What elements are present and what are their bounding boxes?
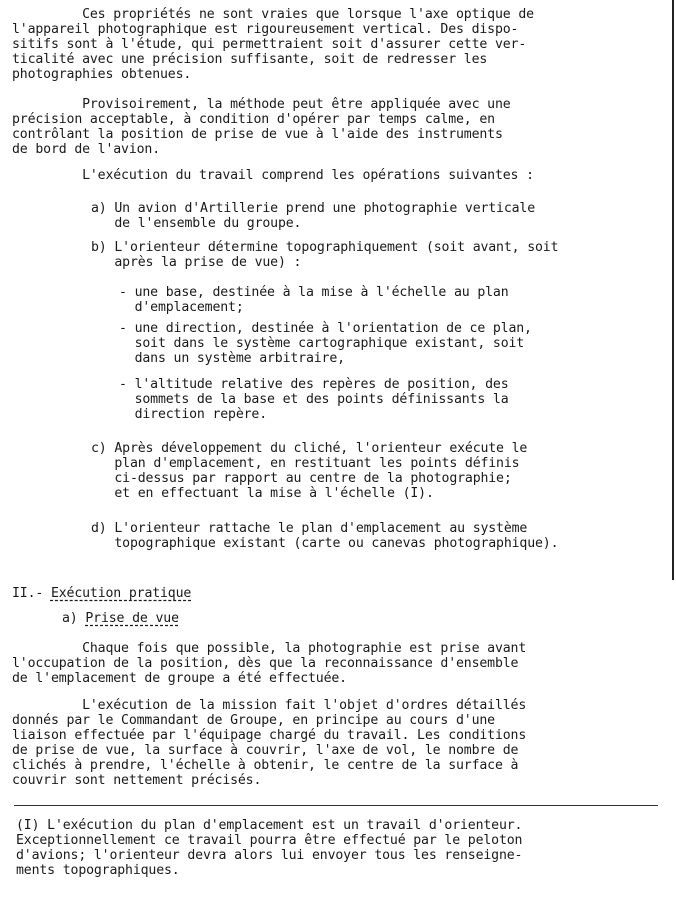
paragraph-mission-orders: L'exécution de la mission fait l'objet d'ordres détaillés donnés par le Commandant de Groupe, en principe au cours d'une liaison effectuée par l'équipage chargé du travail. Les conditions de prise de vue, la surface à couvrir, l'axe de vol, le nombre de clichés à prendre, l'échelle à obtenir, le centre de la surface à couvrir sont nettement précisés. [12, 698, 527, 788]
subsection-title: Prise de vue [85, 611, 179, 626]
dash-item-direction: - une direction, destinée à l'orientation de ce plan, soit dans le système cartographique existant, soit dans un système arbitraire, [119, 321, 532, 366]
list-item-b: b) L'orienteur détermine topographiquement (soit avant, soit après la prise de vue) : [91, 240, 559, 270]
footnote-separator [14, 805, 658, 806]
paragraph-provisional-method: Provisoirement, la méthode peut être appliquée avec une précision acceptable, à condition d'opérer par temps calme, en contrôlant la position de prise de vue à l'aide des instruments de bord de l'avion. [12, 97, 511, 157]
paragraph-timing: Chaque fois que possible, la photographie est prise avant l'occupation de la position, dès que la reconnaissance d'ensemble de l'emplacement de groupe a été effectuée. [12, 641, 527, 686]
section-heading [12, 586, 191, 601]
list-item-c: c) Après développement du cliché, l'orienteur exécute le plan d'emplacement, en restituant les points définis ci-dessus par rapport au centre de la photographie; et en effectuant la mise à l'échelle (I). [91, 441, 528, 501]
list-item-a: a) Un avion d'Artillerie prend une photographie verticale de l'ensemble du groupe. [91, 201, 536, 231]
paragraph-operations-intro: L'exécution du travail comprend les opérations suivantes : [12, 168, 534, 183]
subsection-heading [62, 611, 179, 626]
dash-item-base: - une base, destinée à la mise à l'échelle au plan d'emplacement; [119, 285, 509, 315]
page-edge-line [672, 0, 674, 580]
section-title: Exécution pratique [50, 586, 192, 601]
paragraph-verticality: Ces propriétés ne sont vraies que lorsque l'axe optique de l'appareil photographique est rigoureusement vertical. Des dispo- sitifs sont à l'étude, qui permettraient soit d'assurer cette ver- ticalité avec une précision suffisante, soit de redresser les photographies obtenues. [12, 7, 534, 82]
subsection-letter: a) [62, 611, 78, 626]
section-number: II.- [12, 586, 44, 601]
list-item-d: d) L'orienteur rattache le plan d'emplacement au système topographique existant (carte ou canevas photographique). [91, 521, 559, 551]
footnote: (I) L'exécution du plan d'emplacement est un travail d'orienteur. Exceptionnellement ce travail pourra être effectué par le peloton d'avions; l'orienteur devra alors lui envoyer tous les renseigne- ments topographiques. [16, 818, 523, 878]
dash-item-altitude: - l'altitude relative des repères de position, des sommets de la base et des points définissants la direction repère. [119, 377, 509, 422]
